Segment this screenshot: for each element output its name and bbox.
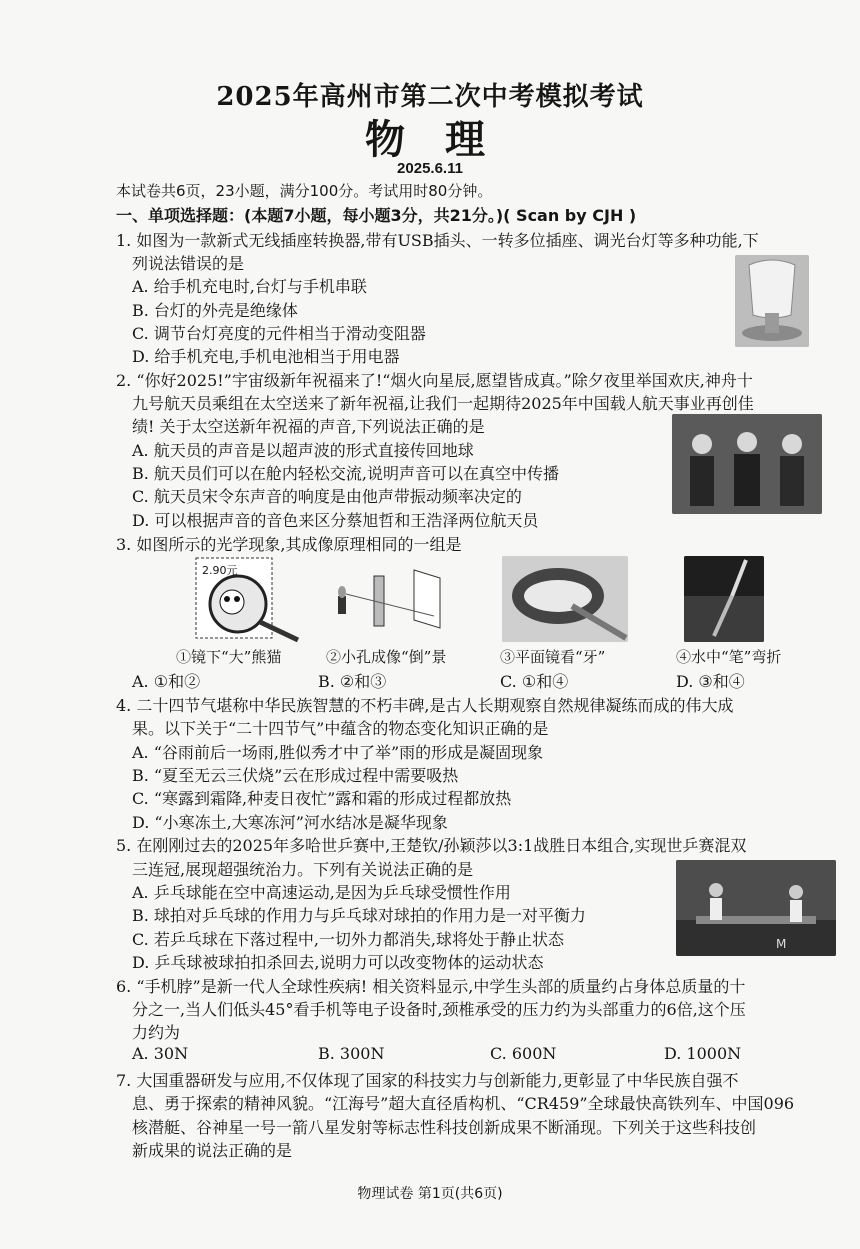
question-5-stem-line: 三连冠,展现超强统治力。下列有关说法正确的是 <box>132 860 474 879</box>
question-3-option-d: D. ③和④ <box>676 672 745 691</box>
question-1-stem-line: 1. 如图为一款新式无线插座转换器,带有USB插头、一转多位插座、调光台灯等多种功能,下 <box>116 231 759 250</box>
question-5-option-c: C. 若乒乓球在下落过程中,一切外力都消失,球将处于静止状态 <box>132 930 565 949</box>
exam-date: 2025.6.11 <box>397 160 463 177</box>
pinhole-image <box>328 566 448 636</box>
page-footer: 物理试卷 第1页(共6页) <box>357 1186 503 1202</box>
caption-1: ①镜下“大”熊猫 <box>176 648 282 666</box>
question-3-option-a: A. ①和② <box>132 672 201 691</box>
question-7-stem-line: 7. 大国重器研发与应用,不仅体现了国家的科技实力与创新能力,更彰显了中华民族自强不 <box>116 1071 739 1090</box>
pencil-in-water-image <box>684 556 764 642</box>
question-2-option-c: C. 航天员宋令东声音的响度是由他声带振动频率决定的 <box>132 487 522 506</box>
question-6-stem-line: 6. “手机脖”是新一代人全球性疾病! 相关资料显示,中学生头部的质量约占身体总质量的十 <box>116 977 746 996</box>
question-6-option-d: D. 1000N <box>664 1044 742 1063</box>
question-4-stem-line: 4. 二十四节气堪称中华民族智慧的不朽丰碑,是古人长期观察自然规律凝练而成的伟大成 <box>116 696 734 715</box>
question-4-stem-line: 果。以下关于“二十四节气”中蕴含的物态变化知识正确的是 <box>132 719 549 738</box>
question-1-stem-line: 列说法错误的是 <box>132 254 245 273</box>
question-5-stem-line: 5. 在刚刚过去的2025年多哈世乒赛中,王楚钦/孙颖莎以3:1战胜日本组合,实现世乒赛混双 <box>116 836 747 855</box>
question-2-option-d: D. 可以根据声音的音色来区分蔡旭哲和王浩泽两位航天员 <box>132 511 539 530</box>
magnifier-panda-image <box>192 556 302 642</box>
exam-intro: 本试卷共6页，23小题，满分100分。考试用时80分钟。 <box>116 182 493 200</box>
question-6-stem-line: 力约为 <box>132 1023 181 1042</box>
question-2-stem-line: 绩! 关于太空送新年祝福的声音,下列说法正确的是 <box>132 417 485 436</box>
stamp-value: 2.90元 <box>202 564 238 577</box>
question-1-option-a: A. 给手机充电时,台灯与手机串联 <box>132 277 367 296</box>
question-2-stem-line: 九号航天员乘组在太空送来了新年祝福,让我们一起期待2025年中国载人航天事业再创佳 <box>132 394 754 413</box>
svg-text:M: M <box>776 937 787 951</box>
question-2-stem-line: 2. “你好2025!”宇宙级新年祝福来了!“烟火向星辰,愿望皆成真。”除夕夜里举国欢庆,神舟十 <box>116 371 753 390</box>
astronauts-photo <box>672 414 822 514</box>
caption-4: ④水中“笔”弯折 <box>676 648 782 666</box>
section-heading: 一、单项选择题：(本题7小题，每小题3分，共21分。)( Scan by CJH ) <box>116 206 637 225</box>
exam-title: 2025年高州市第二次中考模拟考试 <box>216 82 644 112</box>
question-1-option-b: B. 台灯的外壳是绝缘体 <box>132 301 298 320</box>
question-7-stem-line: 核潜艇、谷神星一号一箭八星发射等标志性科技创新成果不断涌现。下列关于这些科技创 <box>132 1118 757 1137</box>
question-6-option-a: A. 30N <box>132 1044 189 1063</box>
socket-lamp-image <box>735 255 809 347</box>
question-1-option-c: C. 调节台灯亮度的元件相当于滑动变阻器 <box>132 324 426 343</box>
caption-2: ②小孔成像“倒”景 <box>326 648 447 666</box>
question-5-option-d: D. 乒乓球被球拍扣杀回去,说明力可以改变物体的运动状态 <box>132 953 544 972</box>
question-6-stem-line: 分之一,当人们低头45°看手机等电子设备时,颈椎承受的压力约为头部重力的6倍,这个压 <box>132 1000 746 1019</box>
question-7-stem-line: 新成果的说法正确的是 <box>132 1141 293 1160</box>
question-4-option-b: B. “夏至无云三伏烧”云在形成过程中需要吸热 <box>132 766 459 785</box>
caption-3: ③平面镜看“牙” <box>500 648 606 666</box>
question-3-option-c: C. ①和④ <box>500 672 569 691</box>
table-tennis-photo <box>676 860 836 956</box>
question-2-option-b: B. 航天员们可以在舱内轻松交流,说明声音可以在真空中传播 <box>132 464 560 483</box>
question-6-option-b: B. 300N <box>318 1044 385 1063</box>
mirror-teeth-image <box>502 556 628 642</box>
question-2-option-a: A. 航天员的声音是以超声波的形式直接传回地球 <box>132 441 474 460</box>
question-1-option-d: D. 给手机充电,手机电池相当于用电器 <box>132 347 400 366</box>
question-3-option-b: B. ②和③ <box>318 672 387 691</box>
question-6-option-c: C. 600N <box>490 1044 557 1063</box>
question-5-option-b: B. 球拍对乒乓球的作用力与乒乓球对球拍的作用力是一对平衡力 <box>132 906 586 925</box>
subject-title: 物理 <box>365 116 525 163</box>
question-4-option-a: A. “谷雨前后一场雨,胜似秀才中了举”雨的形成是凝固现象 <box>132 743 544 762</box>
question-5-option-a: A. 乒乓球能在空中高速运动,是因为乒乓球受惯性作用 <box>132 883 511 902</box>
question-7-stem-line: 息、勇于探索的精神风貌。“江海号”超大直径盾构机、“CR459”全球最快高铁列车、中国096 <box>132 1094 795 1113</box>
question-3-stem: 3. 如图所示的光学现象,其成像原理相同的一组是 <box>116 535 462 554</box>
question-4-option-d: D. “小寒冻土,大寒冻河”河水结冰是凝华现象 <box>132 813 448 832</box>
question-4-option-c: C. “寒露到霜降,种麦日夜忙”露和霜的形成过程都放热 <box>132 789 512 808</box>
